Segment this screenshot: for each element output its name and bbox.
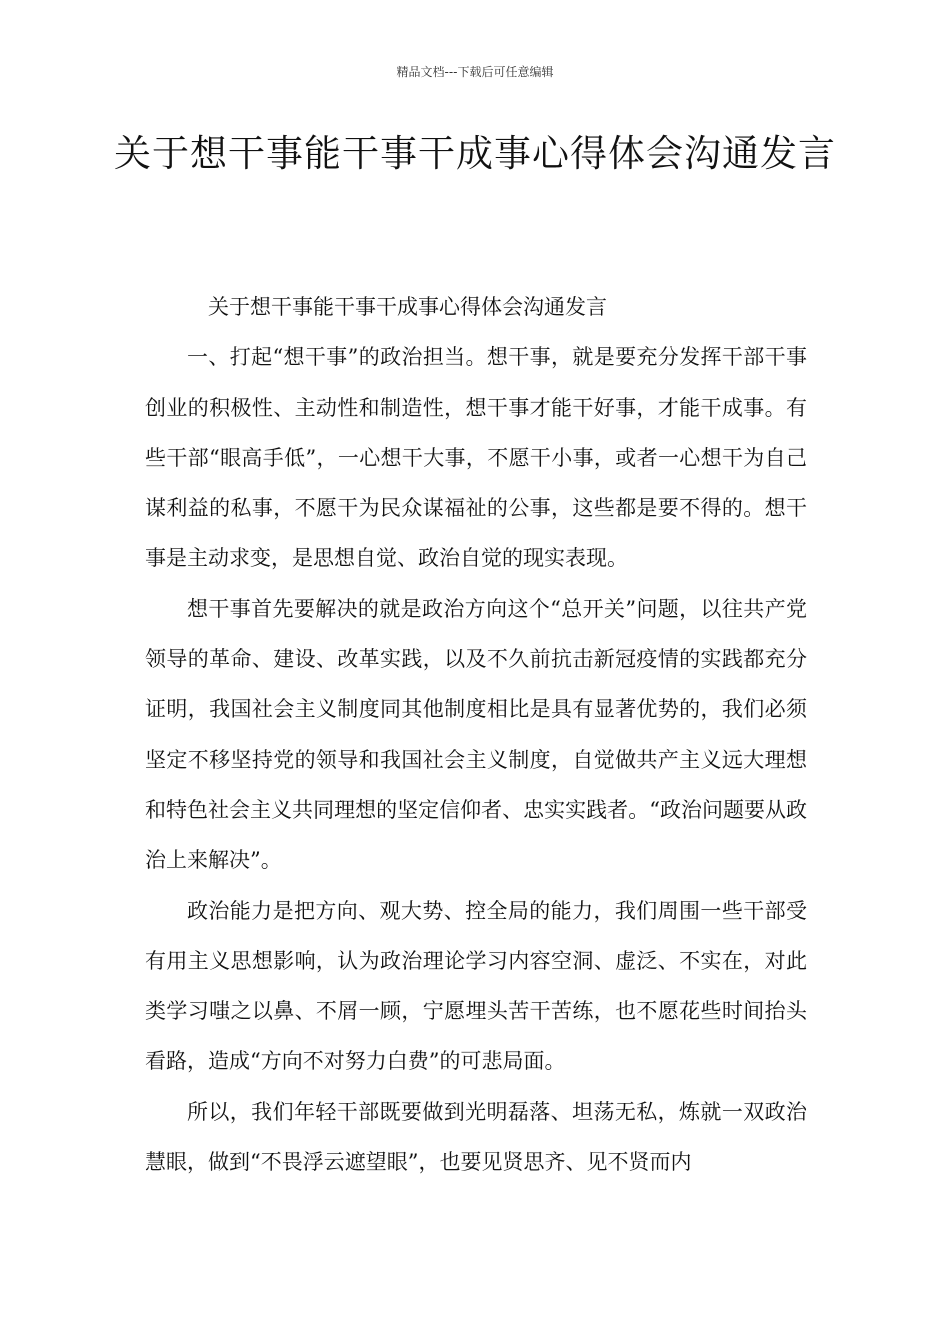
paragraph: 所以，我们年轻干部既要做到光明磊落、坦荡无私，炼就一双政治慧眼，做到“不畏浮云遮望眼”，也要见贤思齐、见不贤而内 — [145, 1099, 807, 1175]
paragraph: 政治能力是把方向、观大势、控全局的能力，我们周围一些干部受有用主义思想影响，认为政治理论学习内容空洞、虚泛、不实在，对此类学习嗤之以鼻、不屑一顾，宁愿埋头苦干苦练，也不愿花些时间抬头看路，造成“方向不对努力白费”的可悲局面。 — [145, 898, 807, 1074]
document-body — [145, 282, 807, 1187]
header-note: 精品文档---下载后可任意编辑 — [396, 65, 554, 79]
document-subtitle: 关于想干事能干事干成事心得体会沟通发言 — [208, 295, 607, 319]
paragraph: 一、打起“想干事”的政治担当。想干事，就是要充分发挥干部干事创业的积极性、主动性和制造性，想干事才能干好事，才能干成事。有些干部“眼高手低”，一心想干大事，不愿干小事，或者一心想干为自己谋利益的私事，不愿干为民众谋福祉的公事，这些都是要不得的。想干事是主动求变，是思想自觉、政治自觉的现实表现。 — [145, 345, 807, 571]
document-title: 关于想干事能干事干成事心得体会沟通发言 — [114, 132, 836, 175]
paragraph: 想干事首先要解决的就是政治方向这个“总开关”问题，以往共产党领导的革命、建设、改革实践，以及不久前抗击新冠疫情的实践都充分证明，我国社会主义制度同其他制度相比是具有显著优势的，我们必须坚定不移坚持党的领导和我国社会主义制度，自觉做共产主义远大理想和特色社会主义共同理想的坚定信仰者、忠实实践者。“政治问题要从政治上来解决”。 — [145, 596, 807, 873]
